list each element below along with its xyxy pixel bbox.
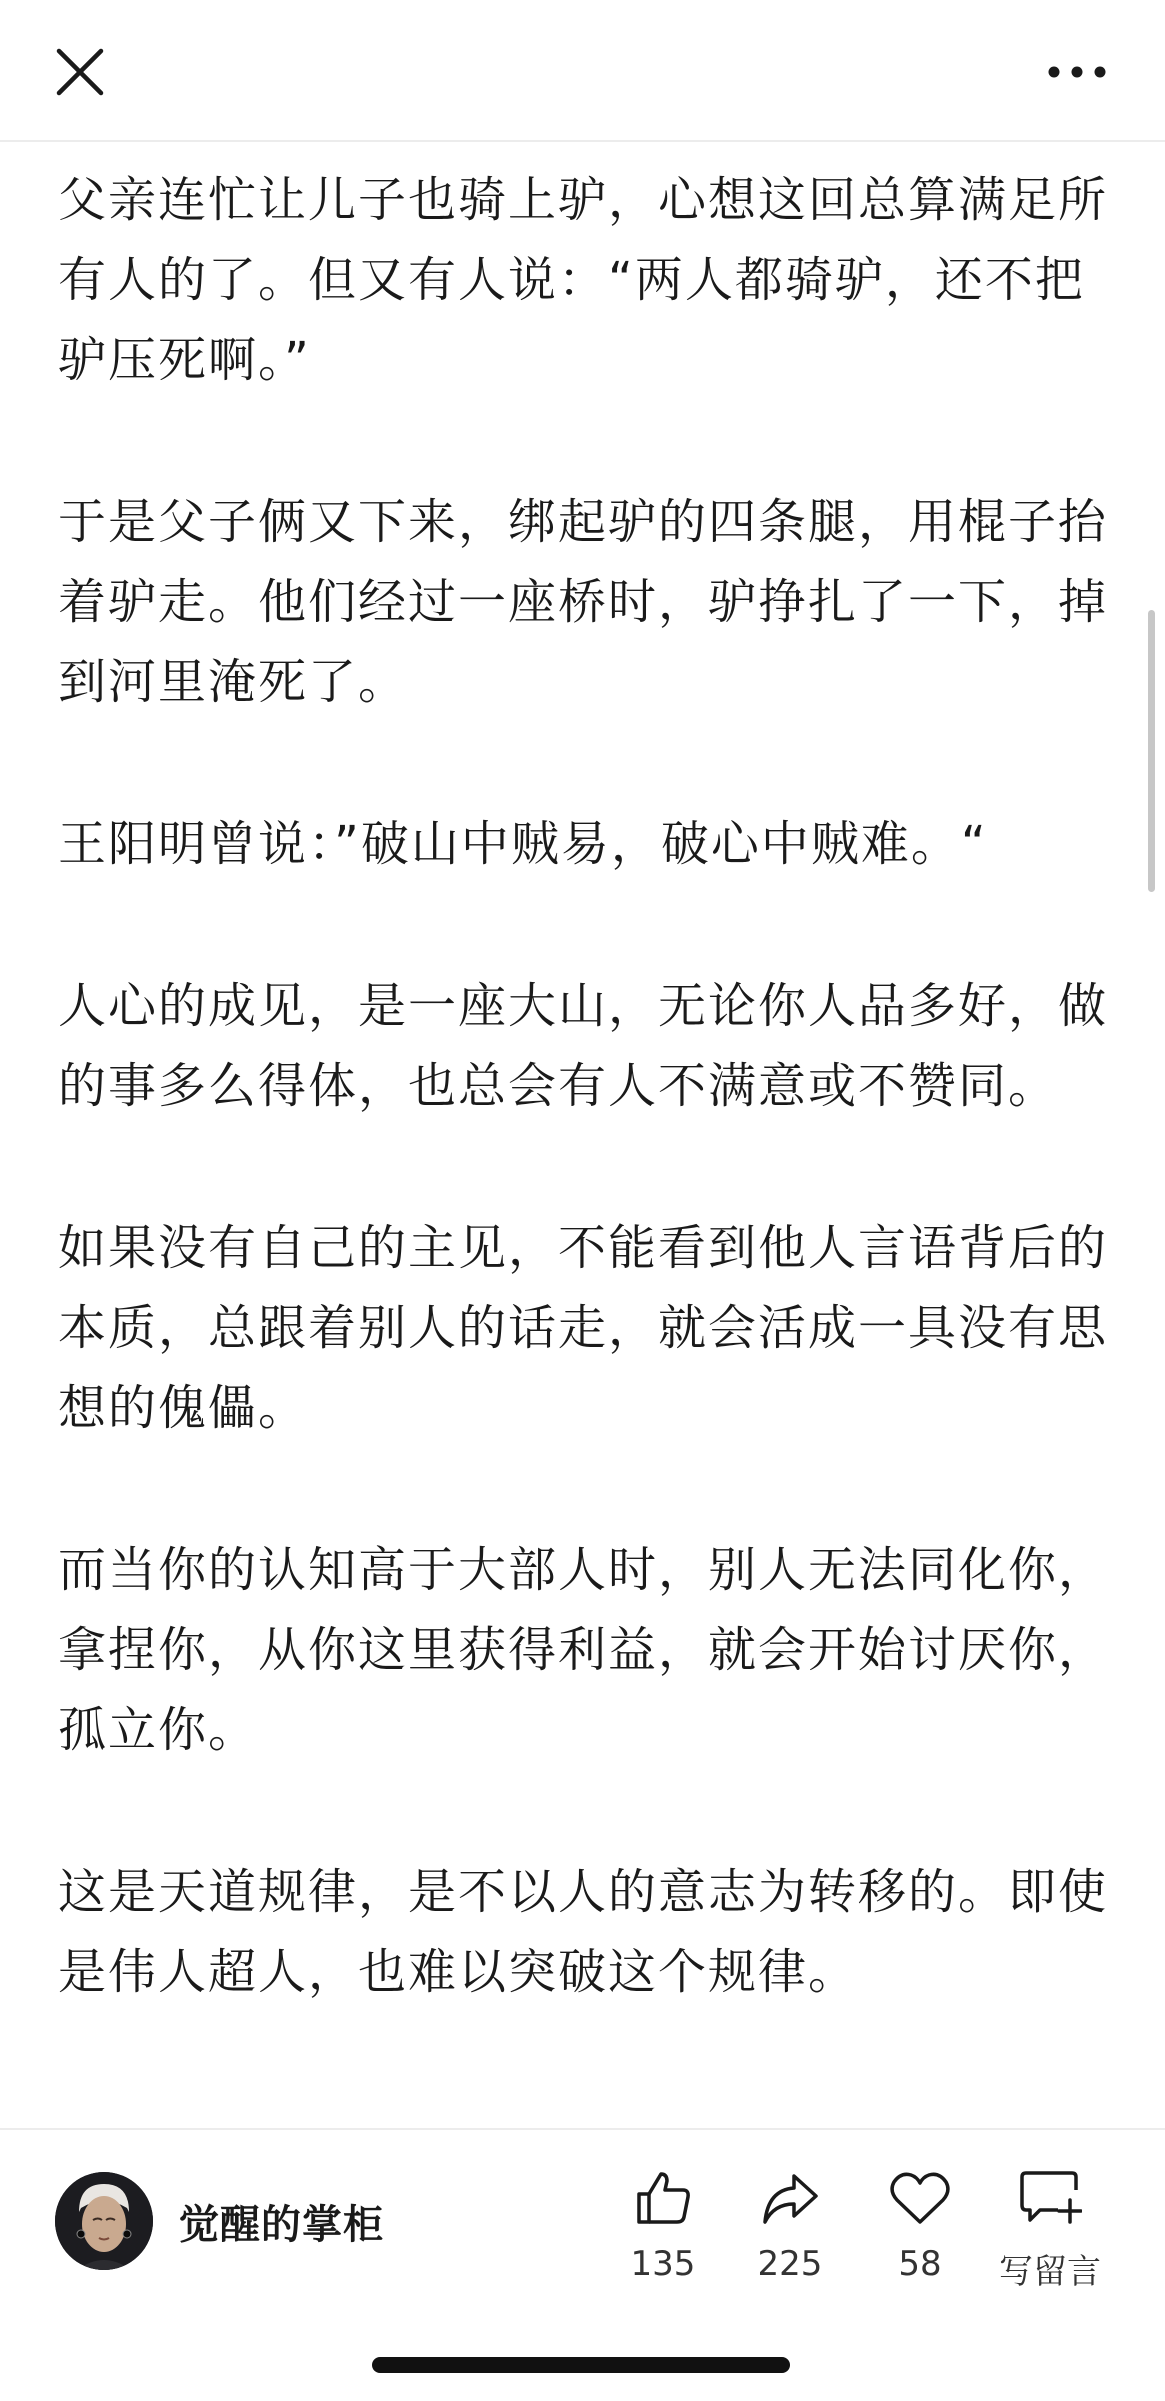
scrollbar[interactable] bbox=[1148, 610, 1155, 892]
avatar-image-icon bbox=[55, 2172, 153, 2270]
more-button[interactable] bbox=[1037, 40, 1117, 104]
article-body bbox=[58, 160, 1108, 2094]
article-paragraph: 人心的成见，是一座大山，无论你人品多好，做的事多么得体，也总会有人不满意或不赞同。 bbox=[58, 978, 1109, 1114]
close-icon bbox=[55, 47, 105, 97]
like-count: 135 bbox=[630, 2244, 696, 2284]
thumbs-up-icon bbox=[633, 2168, 693, 2228]
author-name[interactable]: 觉醒的掌柜 bbox=[179, 2201, 384, 2248]
article-paragraph: 于是父子俩又下来，绑起驴的四条腿，用棍子抬着驴走。他们经过一座桥时，驴挣扎了一下，掉到河里淹死了。 bbox=[58, 494, 1109, 710]
top-bar bbox=[0, 0, 1165, 142]
share-button[interactable] bbox=[725, 2162, 855, 2284]
article-paragraph: 父亲连忙让儿子也骑上驴，心想这回总算满足所有人的了。但又有人说：“两人都骑驴，还不把驴压死啊。” bbox=[58, 172, 1109, 388]
comment-add-icon bbox=[1018, 2168, 1082, 2228]
article-paragraph: 而当你的认知高于大部人时，别人无法同化你，拿捏你，从你这里获得利益，就会开始讨厌你，孤立你。 bbox=[58, 1542, 1109, 1758]
share-count: 225 bbox=[757, 2244, 823, 2284]
author-info[interactable] bbox=[55, 2172, 384, 2270]
close-button[interactable] bbox=[48, 40, 112, 104]
share-arrow-icon bbox=[760, 2168, 820, 2228]
more-dots-icon bbox=[1047, 65, 1107, 79]
heart-icon bbox=[889, 2170, 951, 2226]
home-indicator[interactable] bbox=[372, 2357, 790, 2373]
write-comment-button[interactable] bbox=[985, 2162, 1115, 2293]
write-comment-label: 写留言 bbox=[999, 2252, 1101, 2292]
favorite-count: 58 bbox=[898, 2244, 942, 2284]
like-button[interactable] bbox=[598, 2162, 728, 2284]
article-paragraph: 这是天道规律，是不以人的意志为转移的。即使是伟人超人，也难以突破这个规律。 bbox=[58, 1864, 1109, 2000]
article-paragraph: 如果没有自己的主见，不能看到他人言语背后的本质，总跟着别人的话走，就会活成一具没有思想的傀儡。 bbox=[58, 1220, 1109, 1436]
article-paragraph: 王阳明曾说：”破山中贼易，破心中贼难。“ bbox=[58, 816, 988, 872]
avatar[interactable] bbox=[55, 2172, 153, 2270]
favorite-button[interactable] bbox=[855, 2162, 985, 2284]
